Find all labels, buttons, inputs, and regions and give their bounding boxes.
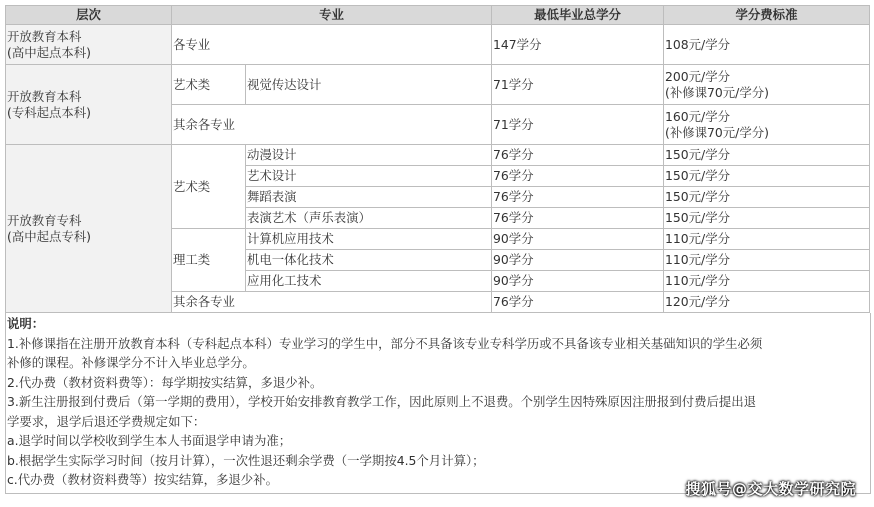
major-cell: 动漫设计: [246, 145, 492, 166]
credits-cell: 76学分: [492, 292, 664, 313]
notes-section: [5, 313, 871, 494]
note-line: a.退学时间以学校收到学生本人书面退学申请为准；: [7, 433, 292, 448]
fee-table: [5, 5, 870, 313]
table-row: [6, 145, 870, 166]
fee-cell: 110元/学分: [664, 250, 870, 271]
major-cell: 其余各专业: [172, 292, 492, 313]
fee-cell: 108元/学分: [664, 25, 870, 65]
credits-cell: 90学分: [492, 250, 664, 271]
note-line: 3.新生注册报到付费后（第一学期的费用），学校开始安排教育教学工作，因此原则上不退费。个别学生因特殊原因注册报到付费后提出退: [7, 394, 757, 409]
table-header-row: [6, 6, 870, 25]
category-cell: 艺术类: [172, 145, 246, 229]
credits-cell: 71学分: [492, 105, 664, 145]
major-cell: 计算机应用技术: [246, 229, 492, 250]
note-line: 学要求，退学后退还学费规定如下：: [7, 413, 206, 429]
major-cell: 其余各专业: [172, 105, 492, 145]
note-line: 1.补修课指在注册开放教育本科（专科起点本科）专业学习的学生中，部分不具备该专业专科学历或不具备该专业相关基础知识的学生必须: [7, 335, 763, 351]
major-cell: 机电一体化技术: [246, 250, 492, 271]
level-cell: 开放教育本科 (高中起点本科): [6, 25, 172, 65]
fee-cell: 150元/学分: [664, 187, 870, 208]
fee-cell: 160元/学分 (补修课70元/学分): [664, 105, 870, 145]
credits-cell: 76学分: [492, 166, 664, 187]
major-cell: 舞蹈表演: [246, 187, 492, 208]
fee-cell: 200元/学分 (补修课70元/学分): [664, 65, 870, 105]
fee-cell: 110元/学分: [664, 229, 870, 250]
credits-cell: 76学分: [492, 208, 664, 229]
fee-cell: 150元/学分: [664, 166, 870, 187]
fee-document: [5, 5, 869, 494]
header-credits: 最低毕业总学分: [492, 6, 664, 25]
header-major: 专业: [172, 6, 492, 25]
major-cell: 表演艺术（声乐表演）: [246, 208, 492, 229]
notes-title: 说明：: [7, 316, 45, 331]
fee-cell: 150元/学分: [664, 145, 870, 166]
header-level: 层次: [6, 6, 172, 25]
note-line: 2.代办费（教材资料费等）：每学期按实结算，多退少补。: [7, 374, 323, 390]
credits-cell: 76学分: [492, 187, 664, 208]
watermark: 搜狐号@交大数学研究院: [685, 480, 856, 498]
header-fee: 学分费标准: [664, 6, 870, 25]
credits-cell: 147学分: [492, 25, 664, 65]
note-line: c.代办费（教材资料费等）按实结算，多退少补。: [7, 472, 278, 487]
fee-cell: 120元/学分: [664, 292, 870, 313]
credits-cell: 90学分: [492, 229, 664, 250]
major-cell: 各专业: [172, 25, 492, 65]
level-cell: 开放教育本科 (专科起点本科): [6, 65, 172, 145]
note-line: 补修的课程。补修课学分不计入毕业总学分。: [7, 355, 255, 370]
category-cell: 理工类: [172, 229, 246, 292]
credits-cell: 90学分: [492, 271, 664, 292]
category-cell: 艺术类: [172, 65, 246, 105]
note-line: b.根据学生实际学习时间（按月计算），一次性退还剩余学费（一学期按4.5个月计算）；: [7, 452, 485, 468]
fee-cell: 150元/学分: [664, 208, 870, 229]
major-cell: 应用化工技术: [246, 271, 492, 292]
major-cell: 视觉传达设计: [246, 65, 492, 105]
level-cell: 开放教育专科 (高中起点专科): [6, 145, 172, 313]
table-row: [6, 65, 870, 105]
credits-cell: 76学分: [492, 145, 664, 166]
credits-cell: 71学分: [492, 65, 664, 105]
fee-cell: 110元/学分: [664, 271, 870, 292]
major-cell: 艺术设计: [246, 166, 492, 187]
table-row: [6, 25, 870, 65]
